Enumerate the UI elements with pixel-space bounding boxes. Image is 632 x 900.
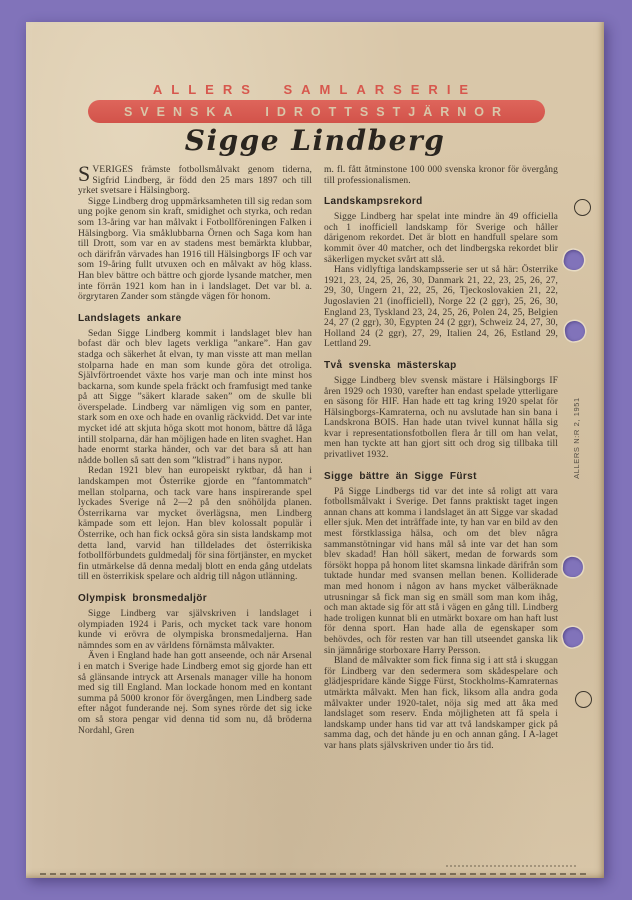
drop-cap: S bbox=[78, 165, 91, 186]
issue-label: ALLERS N:R 2, 1951 bbox=[572, 397, 581, 479]
bottom-showthrough-marks bbox=[446, 865, 576, 867]
series-kicker: ALLERS SAMLARSERIE bbox=[152, 82, 478, 97]
series-banner-label: SVENSKA IDROTTSSTJÄRNOR bbox=[123, 105, 510, 119]
magazine-page bbox=[26, 22, 604, 878]
paragraph: Även i England hade han gott anseende, och när Arsenal i en match i Sverige hade Lindberg emot sig gjorde han ett så glänsande intryck att Arsenals manager ville ha honom med sig till England. Man lockade honom med en kontant summa på 5000 kronor för övergången, men Lindberg sade efter något funderande nej. Som synes rörde det sig icke om så stora pengar vid denna tid som nu, då bröderna Nordahl, Gren bbox=[78, 651, 312, 736]
paragraph: Bland de målvakter som fick finna sig i att stå i skuggan för Lindberg var den sedermera som skådespelare och glädjespridare kände Sigge Fürst, Stockholms-Kamraternas utmärkta målvakt. Men han fick, liksom alla andra goda målvakter under 1920-talet, nöja sig med att åka med landslaget som reserv. Enda möjligheten att få spela i landskamp under hans tid var att två landskamper gick på samma dag, och det hände ju en och annan gång. I A-laget var hans plats självskriven under tio års tid. bbox=[324, 656, 558, 751]
paragraph: Sigge Lindberg drog uppmärksamheten till sig redan som ung pojke genom sin kraft, smidighet och styrka, och redan som 13-åring var han målvakt i Fotbollföreningen Falken i Hälsingborg. Via småklubbarna Örnen och Saga kom han till Drott, som var en av stadens mest bemärkta klubbar, och därifrån värvades han 1916 till Hälsingborgs IF och var som 19-åring fullt utvuxen och en målvakt av hög klass. Han blev bättre och bättre och gjorde lysande matcher, men inte förrän 1921 kom han in i landslaget. Det var bl. a. örgrytaren Zander som stängde vägen för honom. bbox=[78, 196, 312, 303]
series-banner bbox=[88, 100, 545, 123]
paragraph: Sigge Lindberg blev svensk mästare i Hälsingborgs IF åren 1929 och 1930, varefter han endast spelade ytterligare en säsong för HIF. Han hade ett tag kring 1920 spelat för Hälsingborgs-Kamraterna, och nu avslutade han sin bana i Landskrona BOIS. Han hade utan tvivel kunnat hålla sig kvar i representationsfotbollen flera år till om han velat, men han tyckte att han gjort sitt och drog sig tillbaka till privatlivet 1932. bbox=[324, 375, 558, 461]
section-heading: Landskampsrekord bbox=[324, 196, 423, 208]
section-heading: Sigge bättre än Sigge Fürst bbox=[324, 470, 477, 482]
paragraph: m. fl. fått åtminstone 100 000 svenska kronor för övergång till professionalismen. bbox=[324, 165, 558, 186]
section-heading: Landslagets ankare bbox=[78, 312, 182, 324]
paragraph: Hans vidlyftiga landskampsserie ser ut så här: Österrike 1921, 23, 24, 25, 26, 30, Danmark 21, 22, 23, 25, 26, 27, 29, 30, Ungern 21, 22, 25, 26, Tjeckoslovakien 21, 22, Jugoslavien 21 (inofficiell), Norge 22 (2 ggr), 25, 26, 30, England 23, Tyskland 23, 24, 25, 26, Polen 24, 25, Belgien 24, 27 (2 ggr), 30, Egypten 24 (2 ggr), Schweiz 24, 27, 30, Holland 24 (2 ggr), 27, 29, Italien 24, 26, Estland 29, Lettland 29. bbox=[324, 265, 558, 350]
paragraph: Sigge Lindberg har spelat inte mindre än 49 officiella och 1 inofficiell landskamp för Sverige och håller därigenom rekordet. Det är blott en handfull spelare som kommit över 40 matcher, och det lindbergska rekordet blir säkerligen mycket svårt att slå. bbox=[324, 212, 558, 265]
paragraph: Sigge Lindberg var självskriven i landslaget i olympiaden 1924 i Paris, och mycket tack vare honom kunde vi erövra de olympiska bronsmedaljerna. Han nämndes som en av världens förnämsta målvakter. bbox=[78, 608, 312, 651]
paragraph: På Sigge Lindbergs tid var det inte så roligt att vara fotbollsmålvakt i Sverige. Det fanns praktiskt taget ingen annan chans att komma i landslaget än att Sigge var skadad eller sjuk. Men det inträffade inte, ty han var en bild av den mest förstklassiga hälsa, och om det blev några sammanstötningar vid hans mål så inte var det han som blev skadad! Han höll säkert, medan de forwards som försökt hoppa på honom litet skamsna linkade därifrån som tuktade hundar med svansen mellan benen. Kolliderade man med honom i någon av hans mycket välberäknade utrusningar så fick man sig en smäll som man kom ihåg, och man aktade sig för att stå i vägen en gång till. Lindberg hade troligen kunnat bli en utmärkt boxare om han haft lust för denna sport. Han hade alla de egenskaper som behövdes, och för resten var han till utseendet ganska lik sin jämnårige storboxare Harry Persson. bbox=[324, 486, 558, 656]
paragraph: Sedan Sigge Lindberg kommit i landslaget blev han bofast där och blev lagets verkliga ”ankare”. Han gav stadga och säkerhet åt elvan, ty man visste att man mellan stolparna hade en man som kunde göra det otroliga. Självförtroendet växte hos varje man och inte minst hos backarna, som kunde spela fräckt och framfusigt med tanke på att Sigge ”säkert klarade saken” om de skulle bli överspelade. Lindberg var nämligen vig som en panter, stark som en oxe och hade en ovanlig räckvidd. Det var inte mycket idé att skjuta höga skott mot honom, bättre då låga intill stolparna, där han möjligen hade en liten svaghet. Han hade enormt starka händer, och var det bara så att han nådde bollen så satt den som ”klistrad” i hans nypor. bbox=[78, 328, 312, 466]
article-title: Sigge Lindberg bbox=[184, 124, 446, 157]
torn-bottom-edge bbox=[40, 873, 586, 875]
punch-hole bbox=[562, 556, 584, 578]
left-column bbox=[78, 165, 312, 841]
section-heading: Två svenska mästerskap bbox=[324, 359, 457, 371]
lead-paragraph: SVERIGES främste fotbollsmålvakt genom tiderna, Sigfrid Lindberg, är född den 25 mars 1897 och till yrket svetsare i Hälsingborg. bbox=[78, 165, 312, 197]
punch-hole bbox=[562, 248, 586, 272]
right-column bbox=[324, 165, 558, 841]
paragraph: Redan 1921 blev han europeiskt ryktbar, då han i landskampen mot Österrike gjorde en ”fantommatch” mellan stolparna, och tack vare hans inspirerande spel lyckades Sverige nå 2—2 på den snöhöljda planen. Österrikarna var mycket överlägsna, men Lindberg kämpade som ett lejon. Han blev kolossalt populär i Österrike, och han fick också göra sin sista landskamp mot detta land, varvid han tilldelades det österrikiska fotbollförbundets guldmedalj för sina förtjänster, en mycket fin utmärkelse då denna medalj blott en enda gång utdelats till en österrikisk spelare och aldrig till någon utlänning. bbox=[78, 466, 312, 583]
article-body bbox=[78, 165, 558, 841]
punch-hole bbox=[564, 320, 587, 343]
printed-ring-mark-top bbox=[574, 199, 591, 216]
punch-hole bbox=[561, 625, 585, 649]
printed-ring-mark-bottom bbox=[575, 691, 592, 708]
section-heading: Olympisk bronsmedaljör bbox=[78, 592, 208, 604]
